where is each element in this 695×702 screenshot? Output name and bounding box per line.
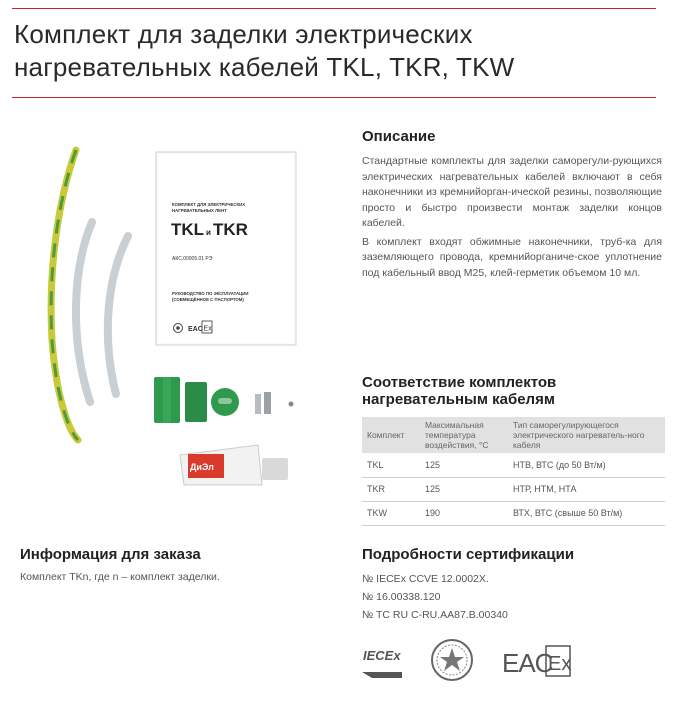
tube-label: ДиЭл — [190, 462, 214, 472]
cell-cable-type: ВТХ, ВТС (свыше 50 Вт/м) — [508, 501, 665, 525]
table-header-row — [362, 417, 665, 453]
manual-name-tkl: TKL — [171, 220, 205, 239]
certification-logos — [362, 638, 582, 684]
table-row — [362, 501, 665, 525]
iecex-logo-text: IECEx — [363, 648, 401, 663]
column-header-max-temp: Максимальная температура воздействия, °С — [425, 420, 489, 450]
cell-kit: TKL — [362, 453, 420, 477]
grey-tube-1 — [76, 222, 92, 402]
cell-cable-type: НТР, НТМ, НТА — [508, 477, 665, 501]
cert-number-iecex: № IECEx CCVE 12.0002X. — [362, 573, 489, 585]
manual-code: АКС.00005.01 РЭ — [172, 256, 213, 262]
compatibility-heading-2: нагревательным кабелям — [362, 391, 555, 408]
compatibility-table — [362, 417, 665, 526]
manual-subtitle-2: НАГРЕВАТЕЛЬНЫХ ЛЕНТ — [172, 208, 227, 213]
cell-temp: 125 — [420, 477, 508, 501]
description-section — [362, 128, 662, 284]
manual-name-connector: и — [206, 228, 211, 237]
compatibility-heading-1: Соответствие комплектов — [362, 374, 557, 391]
cert-number-tc: № TC RU C-RU.AA87.B.00340 — [362, 609, 508, 621]
manual-subtitle-1: КОМПЛЕКТ ДЛЯ ЭЛЕКТРИЧЕСКИХ — [172, 202, 246, 207]
manual-guide-1: РУКОВОДСТВО ПО ЭКСПЛУАТАЦИИ — [172, 291, 249, 296]
page-title — [14, 18, 514, 84]
manual-guide-2: (СОВМЕЩЁННОЕ С ПАСПОРТОМ) — [172, 297, 244, 302]
certification-seal-icon — [432, 640, 472, 680]
seal-sleeve-2 — [185, 382, 207, 422]
cell-temp: 125 — [420, 453, 508, 477]
top-rule — [12, 8, 656, 9]
column-header-cable-type: Тип саморегулирующегося электрического нагреватель-ного кабеля — [513, 420, 645, 450]
table-row — [362, 477, 665, 501]
ex-logo-icon: Ex — [548, 653, 572, 675]
order-info-section — [20, 546, 320, 583]
cert-number-2: № 16.00338.120 — [362, 591, 441, 603]
title-rule — [12, 97, 656, 98]
description-heading: Описание — [362, 128, 436, 145]
eac-ex-logo — [502, 646, 571, 678]
certification-heading: Подробности сертификации — [362, 546, 575, 563]
manual-name-tkr: TKR — [212, 220, 248, 239]
grey-tube-2 — [108, 236, 128, 394]
compatibility-section — [362, 374, 667, 526]
cell-cable-type: НТВ, ВТС (до 50 Вт/м) — [508, 453, 665, 477]
certification-section — [362, 546, 662, 624]
cell-kit: TKW — [362, 501, 420, 525]
iecex-logo-icon — [362, 640, 402, 678]
manual-eac-mark: EAC — [188, 326, 203, 333]
title-line-2: нагревательных кабелей TKL, TKR, TKW — [14, 52, 515, 82]
cell-kit: TKR — [362, 477, 420, 501]
description-paragraph-2: В комплект входят обжимные наконечники, труб-ка для заземляющего провода, кремнийорганиче-ское уплотнение под кабельный ввод М25, клей-герметик объемом 10 мл. — [362, 235, 662, 279]
order-info-heading: Информация для заказа — [20, 546, 201, 563]
table-row — [362, 453, 665, 477]
cell-temp: 190 — [420, 501, 508, 525]
glue-tube — [180, 445, 288, 485]
title-line-1: Комплект для заделки электрических — [14, 19, 473, 49]
order-info-text: Комплект TKn, где n – комплект заделки. — [20, 571, 220, 583]
compatibility-heading — [362, 374, 667, 408]
manual-ex-mark: Ex — [203, 325, 212, 333]
crimp-lug-2 — [264, 392, 271, 414]
manual-cover — [156, 152, 296, 345]
product-photo — [30, 140, 320, 500]
eac-logo-icon: EAC — [502, 648, 553, 678]
column-header-kit: Комплект — [367, 430, 405, 440]
crimp-lug-1 — [255, 394, 261, 414]
description-paragraph-1: Стандартные комплекты для заделки саморегули-рующихся электрических нагревательных кабелей включают в себя наконечники из кремнийорган-ической резины, позволяющие просто и быстро произвести монтаж заделки концов кабелей. — [362, 155, 662, 229]
